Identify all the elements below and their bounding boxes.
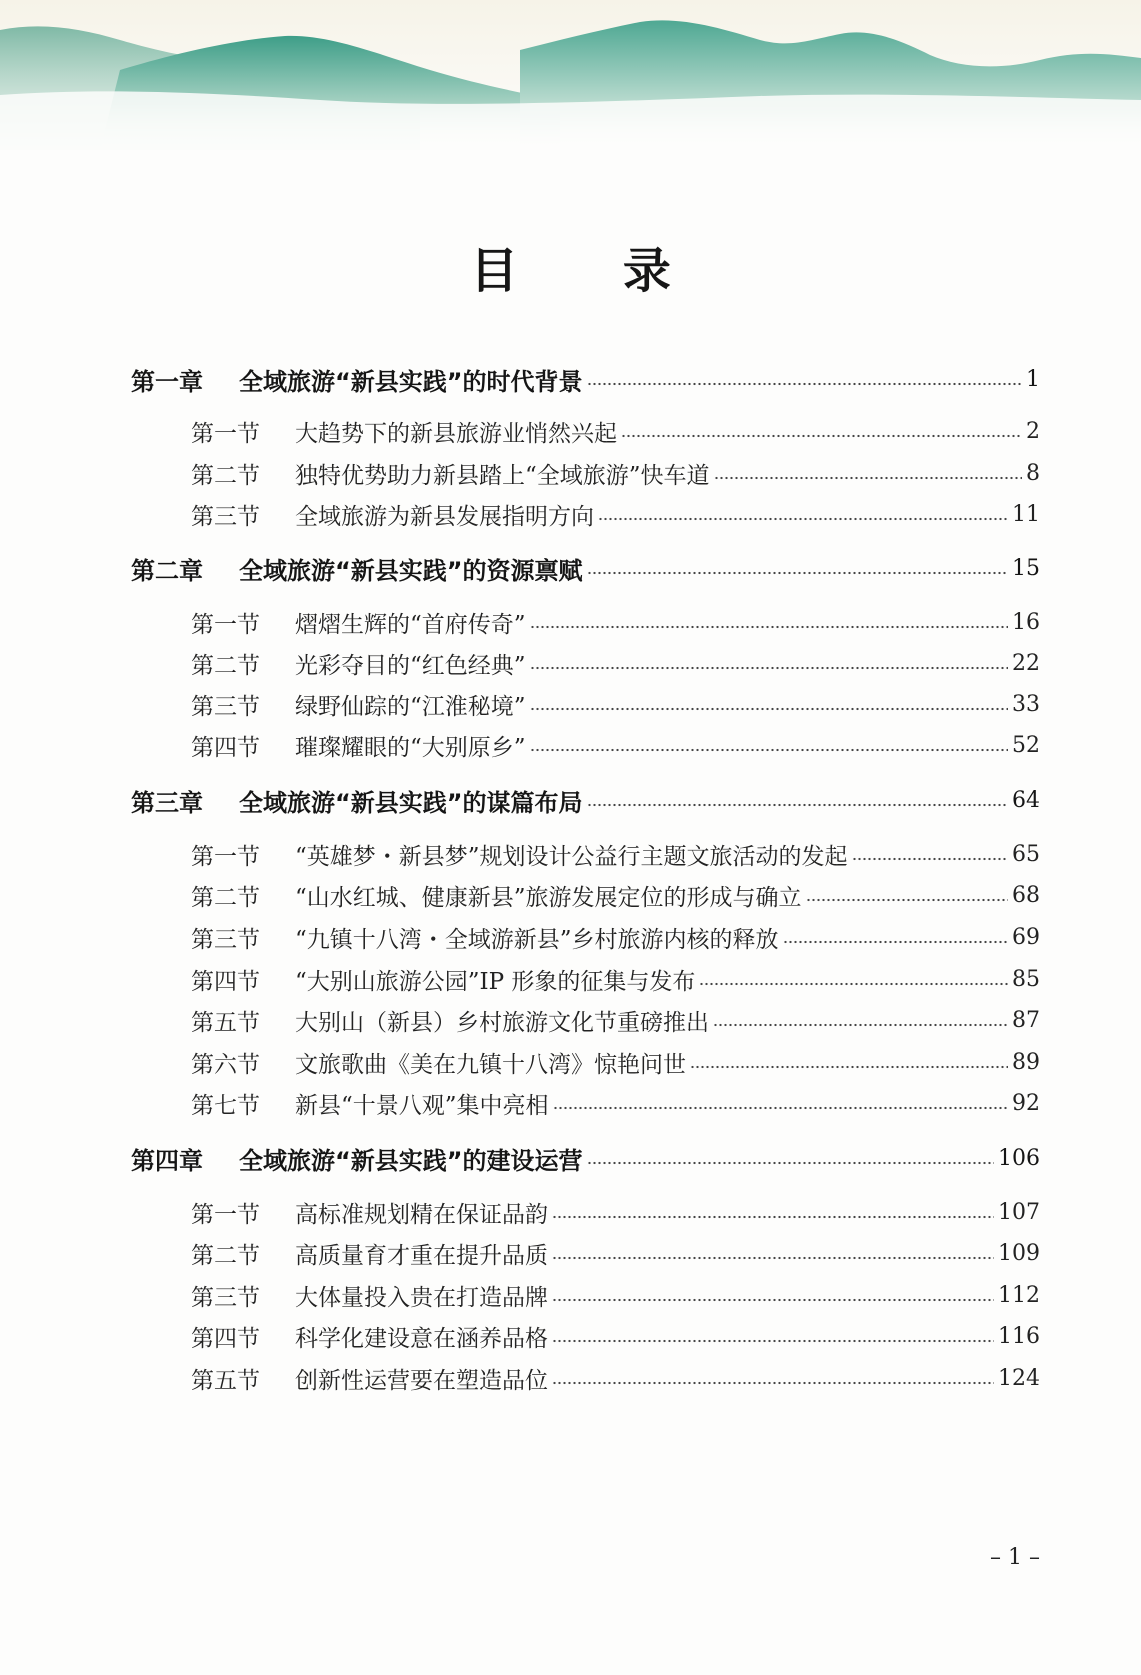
toc-chapter-entry[interactable] xyxy=(131,362,1040,396)
page-reference: 65 xyxy=(1012,841,1040,867)
page-reference: 85 xyxy=(1012,966,1040,992)
section-title: 光彩夺目的“红色经典” xyxy=(295,652,526,679)
dot-leader xyxy=(530,622,1008,632)
page-reference: 16 xyxy=(1012,609,1040,635)
page-title: 目 录 xyxy=(470,243,715,299)
dot-leader xyxy=(714,473,1022,483)
section-number: 第三节 xyxy=(191,1284,260,1311)
section-title: 绿野仙踪的“江淮秘境” xyxy=(295,693,526,720)
page-reference: 107 xyxy=(998,1199,1040,1225)
page-reference: 52 xyxy=(1012,732,1040,758)
section-number: 第二节 xyxy=(191,652,260,679)
page-reference: 87 xyxy=(1012,1007,1040,1033)
section-number: 第四节 xyxy=(191,968,260,995)
toc-section-entry[interactable] xyxy=(191,1361,1040,1395)
section-number: 第四节 xyxy=(191,734,260,761)
section-number: 第三节 xyxy=(191,503,260,530)
chapter-number: 第一章 xyxy=(131,367,203,396)
section-title: 科学化建设意在涵养品格 xyxy=(295,1325,548,1352)
page-reference: 92 xyxy=(1012,1090,1040,1116)
section-title: 全域旅游为新县发展指明方向 xyxy=(295,503,594,530)
page-reference: 33 xyxy=(1012,691,1040,717)
section-number: 第一节 xyxy=(191,611,260,638)
dot-leader xyxy=(587,379,1022,389)
dot-leader xyxy=(587,800,1008,810)
section-number: 第六节 xyxy=(191,1051,260,1078)
section-title: 大别山（新县）乡村旅游文化节重磅推出 xyxy=(295,1009,709,1036)
page-reference: 106 xyxy=(998,1145,1040,1171)
section-title: 熠熠生辉的“首府传奇” xyxy=(295,611,526,638)
dot-leader xyxy=(690,1062,1008,1072)
section-number: 第五节 xyxy=(191,1009,260,1036)
dot-leader xyxy=(852,854,1008,864)
chapter-number: 第四章 xyxy=(131,1146,203,1175)
section-number: 第一节 xyxy=(191,843,260,870)
section-number: 第二节 xyxy=(191,884,260,911)
section-number: 第一节 xyxy=(191,420,260,447)
toc-section-entry[interactable] xyxy=(191,1086,1040,1120)
toc-section-entry[interactable] xyxy=(191,728,1040,762)
chapter-title: 全域旅游“新县实践”的时代背景 xyxy=(239,367,583,396)
toc-section-entry[interactable] xyxy=(191,878,1040,912)
toc-section-entry[interactable] xyxy=(191,646,1040,680)
section-number: 第四节 xyxy=(191,1325,260,1352)
dot-leader xyxy=(587,1158,994,1168)
page-reference: 68 xyxy=(1012,882,1040,908)
dot-leader xyxy=(806,895,1008,905)
toc-chapter-entry[interactable] xyxy=(131,1141,1040,1175)
dot-leader xyxy=(530,745,1008,755)
dot-leader xyxy=(552,1212,994,1222)
toc-section-entry[interactable] xyxy=(191,920,1040,954)
section-number: 第一节 xyxy=(191,1201,260,1228)
section-title: 独特优势助力新县踏上“全域旅游”快车道 xyxy=(295,462,710,489)
toc-section-entry[interactable] xyxy=(191,1319,1040,1353)
page-reference: 11 xyxy=(1012,501,1040,527)
section-number: 第三节 xyxy=(191,926,260,953)
toc-section-entry[interactable] xyxy=(191,1236,1040,1270)
dot-leader xyxy=(783,937,1008,947)
section-number: 第三节 xyxy=(191,693,260,720)
dot-leader xyxy=(598,514,1008,524)
chapter-number: 第三章 xyxy=(131,788,203,817)
page-reference: 8 xyxy=(1026,460,1040,486)
dot-leader xyxy=(552,1336,994,1346)
toc-section-entry[interactable] xyxy=(191,837,1040,871)
toc-section-entry[interactable] xyxy=(191,414,1040,448)
toc-section-entry[interactable] xyxy=(191,1278,1040,1312)
chapter-title: 全域旅游“新县实践”的资源禀赋 xyxy=(239,556,583,585)
section-number: 第二节 xyxy=(191,1242,260,1269)
section-title: 高标准规划精在保证品韵 xyxy=(295,1201,548,1228)
chapter-title: 全域旅游“新县实践”的谋篇布局 xyxy=(239,788,583,817)
dot-leader xyxy=(553,1103,1008,1113)
dot-leader xyxy=(530,704,1008,714)
page-reference: 64 xyxy=(1012,787,1040,813)
page-reference: 15 xyxy=(1012,555,1040,581)
toc-section-entry[interactable] xyxy=(191,962,1040,996)
dot-leader xyxy=(552,1253,994,1263)
page-reference: 69 xyxy=(1012,924,1040,950)
dot-leader xyxy=(621,431,1022,441)
dot-leader xyxy=(713,1020,1008,1030)
chapter-number: 第二章 xyxy=(131,556,203,585)
toc-chapter-entry[interactable] xyxy=(131,783,1040,817)
section-title: “大别山旅游公园”IP 形象的征集与发布 xyxy=(295,968,696,995)
dot-leader xyxy=(552,1295,994,1305)
dot-leader xyxy=(699,979,1008,989)
dot-leader xyxy=(552,1378,994,1388)
toc-section-entry[interactable] xyxy=(191,687,1040,721)
page-reference: 89 xyxy=(1012,1049,1040,1075)
toc-section-entry[interactable] xyxy=(191,497,1040,531)
section-title: 新县“十景八观”集中亮相 xyxy=(295,1092,549,1119)
section-number: 第五节 xyxy=(191,1367,260,1394)
section-number: 第二节 xyxy=(191,462,260,489)
toc-chapter-entry[interactable] xyxy=(131,551,1040,585)
section-title: 文旅歌曲《美在九镇十八湾》惊艳问世 xyxy=(295,1051,686,1078)
section-title: 大趋势下的新县旅游业悄然兴起 xyxy=(295,420,617,447)
section-title: 创新性运营要在塑造品位 xyxy=(295,1367,548,1394)
section-title: 大体量投入贵在打造品牌 xyxy=(295,1284,548,1311)
page-number: – 1 – xyxy=(990,1545,1040,1570)
page-reference: 22 xyxy=(1012,650,1040,676)
section-title: 璀璨耀眼的“大别原乡” xyxy=(295,734,526,761)
section-title: 高质量育才重在提升品质 xyxy=(295,1242,548,1269)
chapter-title: 全域旅游“新县实践”的建设运营 xyxy=(239,1146,583,1175)
page-reference: 109 xyxy=(998,1240,1040,1266)
page-reference: 2 xyxy=(1026,418,1040,444)
page-reference: 112 xyxy=(998,1282,1040,1308)
toc-section-entry[interactable] xyxy=(191,1003,1040,1037)
section-title: “英雄梦・新县梦”规划设计公益行主题文旅活动的发起 xyxy=(295,843,848,870)
toc-section-entry[interactable] xyxy=(191,456,1040,490)
toc-section-entry[interactable] xyxy=(191,605,1040,639)
toc-section-entry[interactable] xyxy=(191,1195,1040,1229)
page-reference: 1 xyxy=(1026,366,1040,392)
toc-section-entry[interactable] xyxy=(191,1045,1040,1079)
page-reference: 124 xyxy=(998,1365,1040,1391)
section-number: 第七节 xyxy=(191,1092,260,1119)
dot-leader xyxy=(587,568,1008,578)
section-title: “九镇十八湾・全域游新县”乡村旅游内核的释放 xyxy=(295,926,779,953)
dot-leader xyxy=(530,663,1008,673)
section-title: “山水红城、健康新县”旅游发展定位的形成与确立 xyxy=(295,884,802,911)
page-reference: 116 xyxy=(998,1323,1040,1349)
